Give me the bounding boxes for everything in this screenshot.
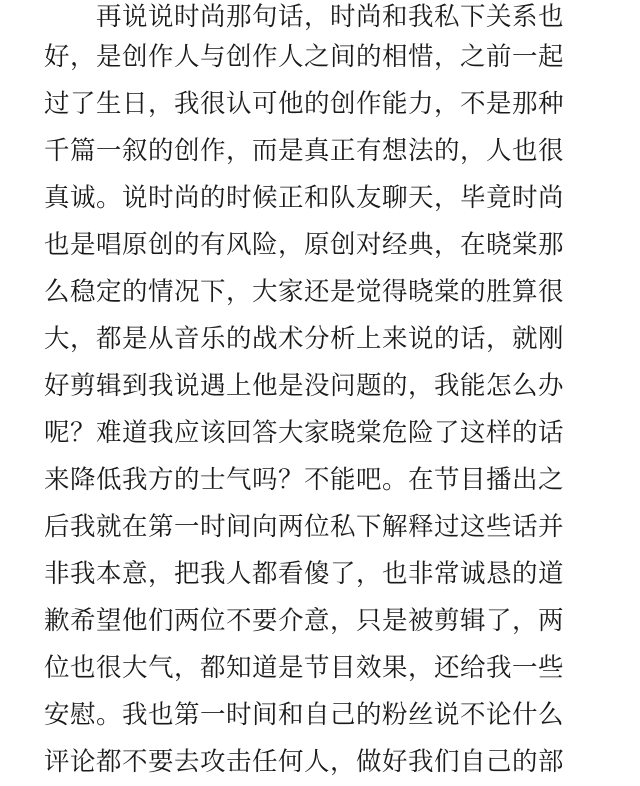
text-line-9: 好剪辑到我说遇上他是没问题的，我能怎么办 — [44, 371, 565, 401]
body-paragraph — [44, 0, 604, 786]
text-line-14: 歉希望他们两位不要介意，只是被剪辑了，两 — [44, 606, 565, 636]
text-line-13: 非我本意，把我人都看傻了，也非常诚恳的道 — [44, 559, 565, 589]
text-line-4: 千篇一叙的创作，而是真正有想法的，人也很 — [44, 136, 565, 166]
text-line-17: 评论都不要去攻击任何人，做好我们自己的部 — [44, 747, 565, 777]
text-line-1: 再说说时尚那句话，时尚和我私下关系也 — [96, 2, 565, 32]
text-line-11: 来降低我方的士气吗？不能吧。在节目播出之 — [44, 465, 565, 495]
text-line-7: 么稳定的情况下，大家还是觉得晓棠的胜算很 — [44, 277, 565, 307]
text-line-15: 位也很大气，都知道是节目效果，还给我一些 — [44, 653, 565, 683]
text-line-16: 安慰。我也第一时间和自己的粉丝说不论什么 — [44, 700, 565, 730]
text-line-5: 真诚。说时尚的时候正和队友聊天，毕竟时尚 — [44, 183, 565, 213]
text-line-6: 也是唱原创的有风险，原创对经典，在晓棠那 — [44, 230, 565, 260]
text-line-8: 大，都是从音乐的战术分析上来说的话，就刚 — [44, 324, 565, 354]
text-line-2: 好，是创作人与创作人之间的相惜，之前一起 — [44, 42, 565, 72]
text-line-12: 后我就在第一时间向两位私下解释过这些话并 — [44, 512, 565, 542]
text-line-3: 过了生日，我很认可他的创作能力，不是那种 — [44, 89, 565, 119]
text-line-10: 呢？难道我应该回答大家晓棠危险了这样的话 — [44, 418, 565, 448]
